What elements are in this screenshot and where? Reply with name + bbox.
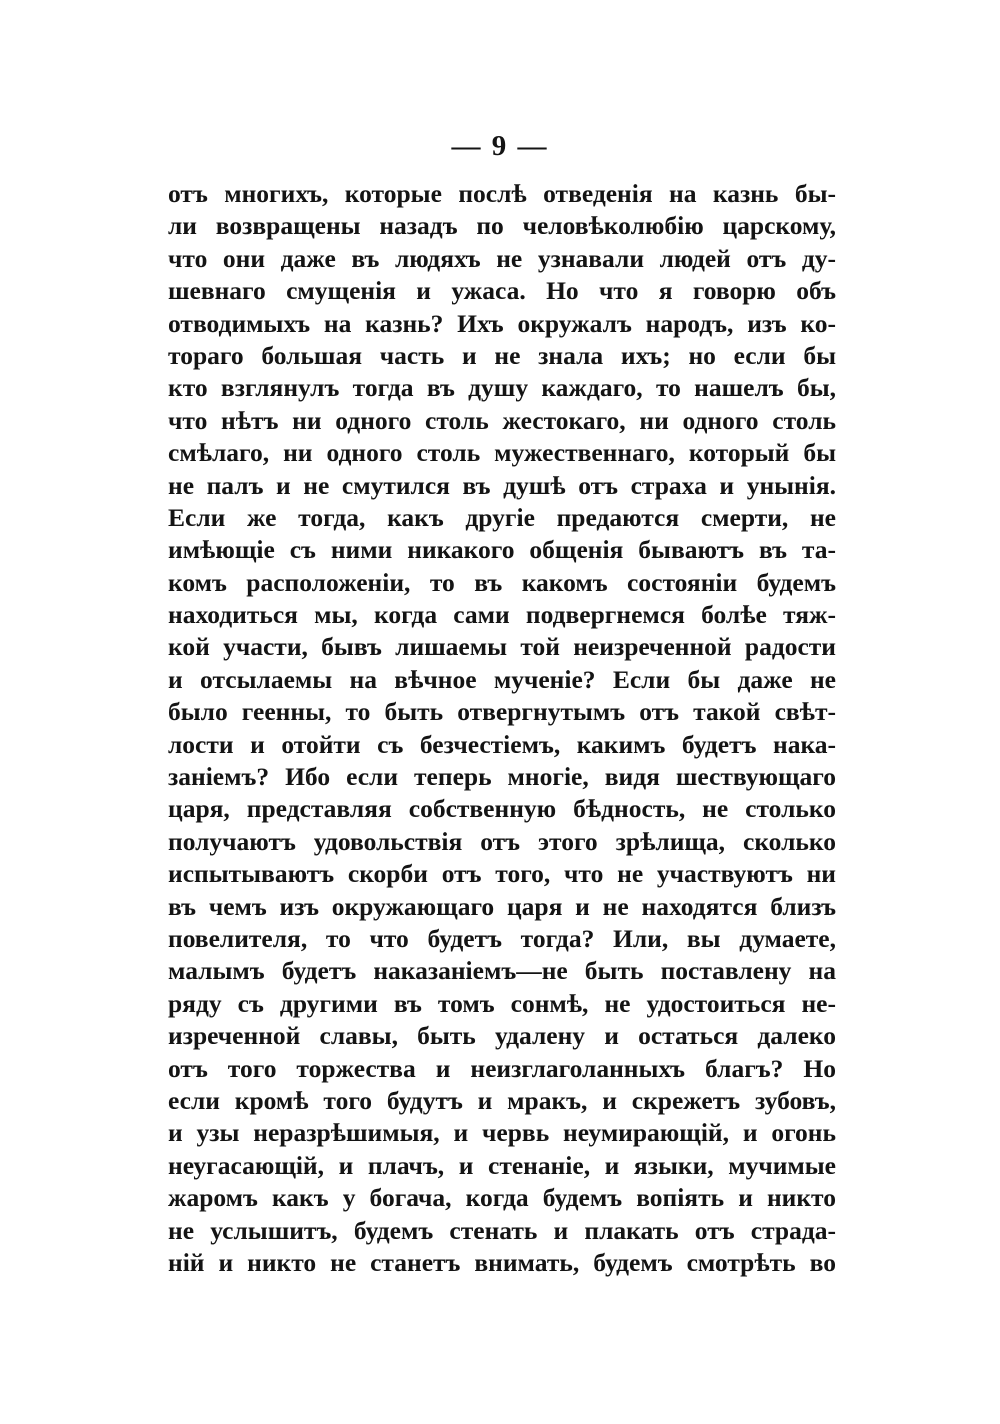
- text-line: малымъ будетъ наказаніемъ—не быть поставлену на: [168, 956, 836, 986]
- text-line: комъ расположеніи, то въ какомъ состояніи будемъ: [168, 567, 836, 597]
- text-line: жаромъ какъ у богача, когда будемъ вопіять и никто: [168, 1183, 836, 1213]
- page-number: — 9 —: [451, 130, 549, 162]
- text-line: и узы неразрѣшимыя, и червь неумирающій, и огонь: [168, 1118, 836, 1148]
- text-line: Если же тогда, какъ другіе предаются смерти, не: [168, 502, 836, 532]
- text-line: шевнаго смущенія и ужаса. Но что я говорю объ: [168, 276, 836, 306]
- text-line: не услышитъ, будемъ стенать и плакать отъ страда-: [168, 1215, 836, 1245]
- text-line: заніемъ? Ибо если теперь многіе, видя шествующаго: [168, 762, 836, 792]
- text-line: смѣлаго, ни одного столь мужественнаго, который бы: [168, 438, 836, 468]
- text-line: испытываютъ скорби отъ того, что не участвуютъ ни: [168, 859, 836, 889]
- text-line: кой участи, бывъ лишаемы той неизреченной радости: [168, 632, 836, 662]
- text-line: отводимыхъ на казнь? Ихъ окружалъ народъ, изъ ко-: [168, 308, 836, 338]
- text-line: что они даже въ людяхъ не узнавали людей отъ ду-: [168, 243, 836, 273]
- text-line: не палъ и не смутился въ душѣ отъ страха и унынія.: [168, 470, 836, 500]
- text-line: лости и отойти съ безчестіемъ, какимъ будетъ нака-: [168, 729, 836, 759]
- text-line: ли возвращены назадъ по человѣколюбію царскому,: [168, 211, 836, 241]
- text-line: кто взглянулъ тогда въ душу каждаго, то нашелъ бы,: [168, 373, 836, 403]
- text-line: и отсылаемы на вѣчное мученіе? Если бы даже не: [168, 664, 836, 694]
- text-line: что нѣтъ ни одного столь жестокаго, ни одного столь: [168, 405, 836, 435]
- text-line: находиться мы, когда сами подвергнемся болѣе тяж-: [168, 600, 836, 630]
- body-text: [168, 178, 836, 1279]
- text-line: изреченной славы, быть удалену и остаться далеко: [168, 1021, 836, 1051]
- text-line: имѣющіе съ ними никакого общенія бываютъ въ та-: [168, 535, 836, 565]
- text-line: отъ многихъ, которые послѣ отведенія на казнь бы-: [168, 179, 836, 208]
- text-line: повелителя, то что будетъ тогда? Или, вы думаете,: [168, 923, 836, 953]
- text-line: отъ того торжества и неизглаголанныхъ благъ? Но: [168, 1053, 836, 1083]
- text-line: царя, представляя собственную бѣдность, не столько: [168, 794, 836, 824]
- text-line: ряду съ другими въ томъ сонмѣ, не удостоиться не-: [168, 988, 836, 1018]
- text-line: получаютъ удовольствія отъ этого зрѣлища, сколько: [168, 826, 836, 856]
- text-line: въ чемъ изъ окружающаго царя и не находятся близъ: [168, 891, 836, 921]
- text-line: было геенны, то быть отвергнутымъ отъ такой свѣт-: [168, 697, 836, 727]
- text-line: неугасающій, и плачъ, и стенаніе, и языки, мучимые: [168, 1150, 836, 1180]
- text-line: тораго большая часть и не знала ихъ; но если бы: [168, 340, 836, 370]
- text-line: ній и никто не станетъ внимать, будемъ смотрѣть во: [168, 1247, 836, 1277]
- text-line: если кромѣ того будутъ и мракъ, и скрежетъ зубовъ,: [168, 1085, 836, 1115]
